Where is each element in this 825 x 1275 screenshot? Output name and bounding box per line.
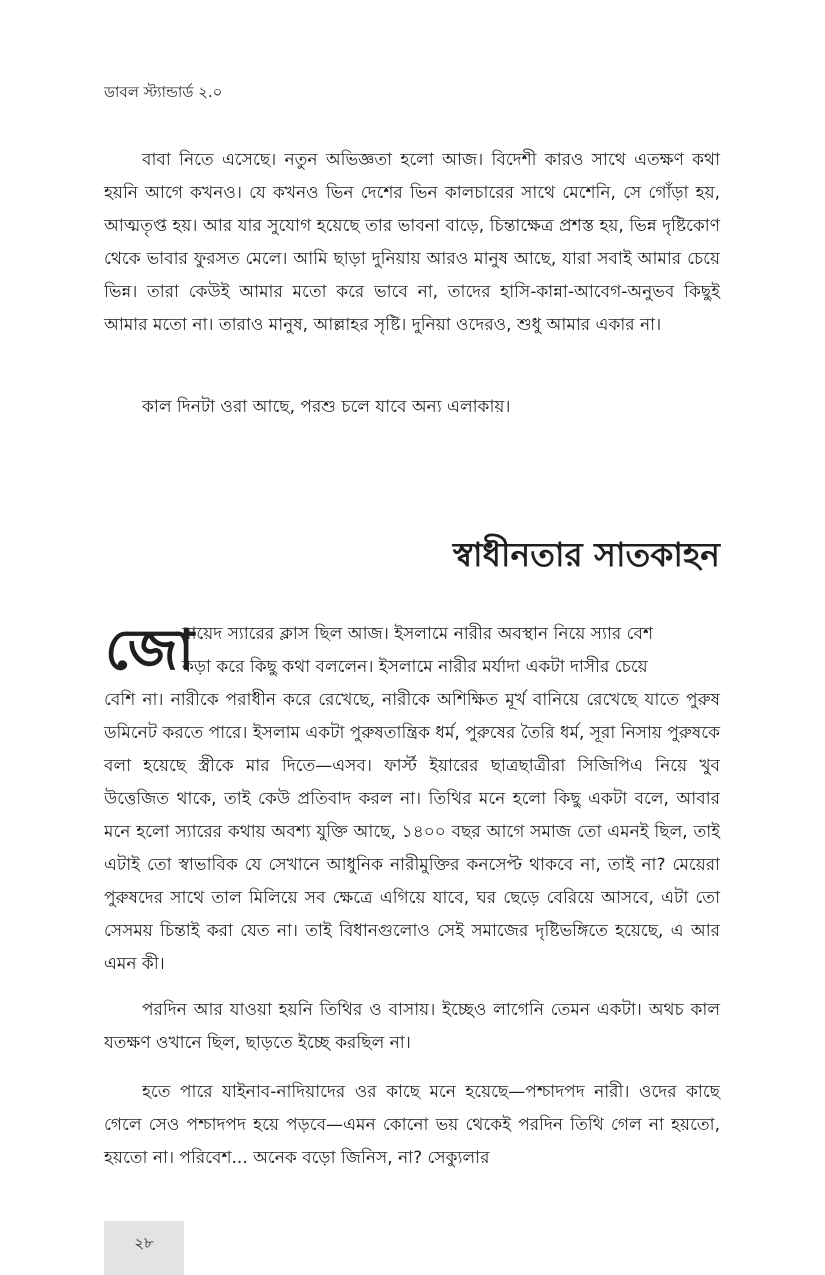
paragraph xyxy=(104,391,720,424)
drop-cap: জো xyxy=(105,617,195,683)
drop-cap-line-1: বায়েদ স্যারের ক্লাস ছিল আজ। ইসলামে নারীর অবস্থান নিয়ে স্যার বেশ xyxy=(182,624,654,644)
paragraph xyxy=(104,144,720,342)
chapter-title: স্বাধীনতার সাতকাহন xyxy=(452,535,720,574)
paragraph-text: হতে পারে যাইনাব-নাদিয়াদের ওর কাছে মনে হয়েছে—পশ্চাদপদ নারী। ওদের কাছে গেলে সেও পশ্চাদপদ হয়ে পড়বে—এমন কোনো ভয় থেকেই পরদিন তিথি গেল না হয়তো, হয়তো না। পরিবেশ... অনেক বড়ো জিনিস, না? সেক্যুলার xyxy=(104,1082,720,1168)
page-number-box xyxy=(104,1221,184,1275)
paragraph-text: বাবা নিতে এসেছে। নতুন অভিজ্ঞতা হলো আজ। বিদেশী কারও সাথে এতক্ষণ কথা হয়নি আগে কখনও। যে কখনও ভিন দেশের ভিন কালচারের সাথে মেশেনি, সে গোঁড়া হয়, আত্মতৃপ্ত হয়। আর যার সুযোগ হয়েছে তার ভাবনা বাড়ে, চিন্তাক্ষেত্র প্রশস্ত হয়, ভিন্ন দৃষ্টিকোণ থেকে ভাবার ফুরসত মেলে। আমি ছাড়া দুনিয়ায় আরও মানুষ আছে, যারা সবাই আমার চেয়ে ভিন্ন। তারা কেউই আমার মতো করে ভাবে না, তাদের হাসি-কান্না-আবেগ-অনুভব কিছুই আমার মতো না। তারাও মানুষ, আল্লাহর সৃষ্টি। দুনিয়া ওদেরও, শুধু আমার একার না। xyxy=(104,150,721,335)
drop-cap-line-2: কড়া করে কিছু কথা বললেন। ইসলামে নারীর মর্যাদা একটা দাসীর চেয়ে xyxy=(182,657,648,677)
paragraph xyxy=(104,994,720,1060)
paragraph xyxy=(104,1076,720,1175)
paragraph: বেশি না। নারীকে পরাধীন করে রেখেছে, নারীকে অশিক্ষিত মূর্খ বানিয়ে রেখেছে যাতে পুরুষ ডমিনেট করতে পারে। ইসলাম একটা পুরুষতান্ত্রিক ধর্ম, পুরুষের তৈরি ধর্ম, সূরা নিসায় পুরুষকে বলা হয়েছে স্ত্রীকে মার দিতে—এসব। ফার্স্ট ইয়ারের ছাত্রছাত্রীরা সিজিপিএ নিয়ে খুব উত্তেজিত থাকে, তাই কেউ প্রতিবাদ করল না। তিথির মনে হলো কিছু একটা বলে, আবার মনে হলো স্যারের কথায় অবশ্য যুক্তি আছে, ১৪০০ বছর আগে সমাজ তো এমনই ছিল, তাই এটাই তো স্বাভাবিক যে সেখানে আধুনিক নারীমুক্তির কনসেপ্ট থাকবে না, তাই না? মেয়েরা পুরুষদের সাথে তাল মিলিয়ে সব ক্ষেত্রে এগিয়ে যাবে, ঘর ছেড়ে বেরিয়ে আসবে, এটা তো সেসময় চিন্তাই করা যেত না। তাই বিধানগুলোও সেই সমাজের দৃষ্টিভঙ্গিতে হয়েছে, এ আর এমন কী। xyxy=(104,690,720,974)
running-header: ডাবল স্ট্যান্ডার্ড ২.০ xyxy=(104,83,223,101)
paragraph-text: পরদিন আর যাওয়া হয়নি তিথির ও বাসায়। ইচ্ছেও লাগেনি তেমন একটা। অথচ কাল যতক্ষণ ওখানে ছিল, ছাড়তে ইচ্ছে করছিল না। xyxy=(104,1000,720,1053)
paragraph-text: কাল দিনটা ওরা আছে, পরশু চলে যাবে অন্য এলাকায়। xyxy=(142,397,511,417)
page-number: ২৮ xyxy=(134,1234,154,1252)
